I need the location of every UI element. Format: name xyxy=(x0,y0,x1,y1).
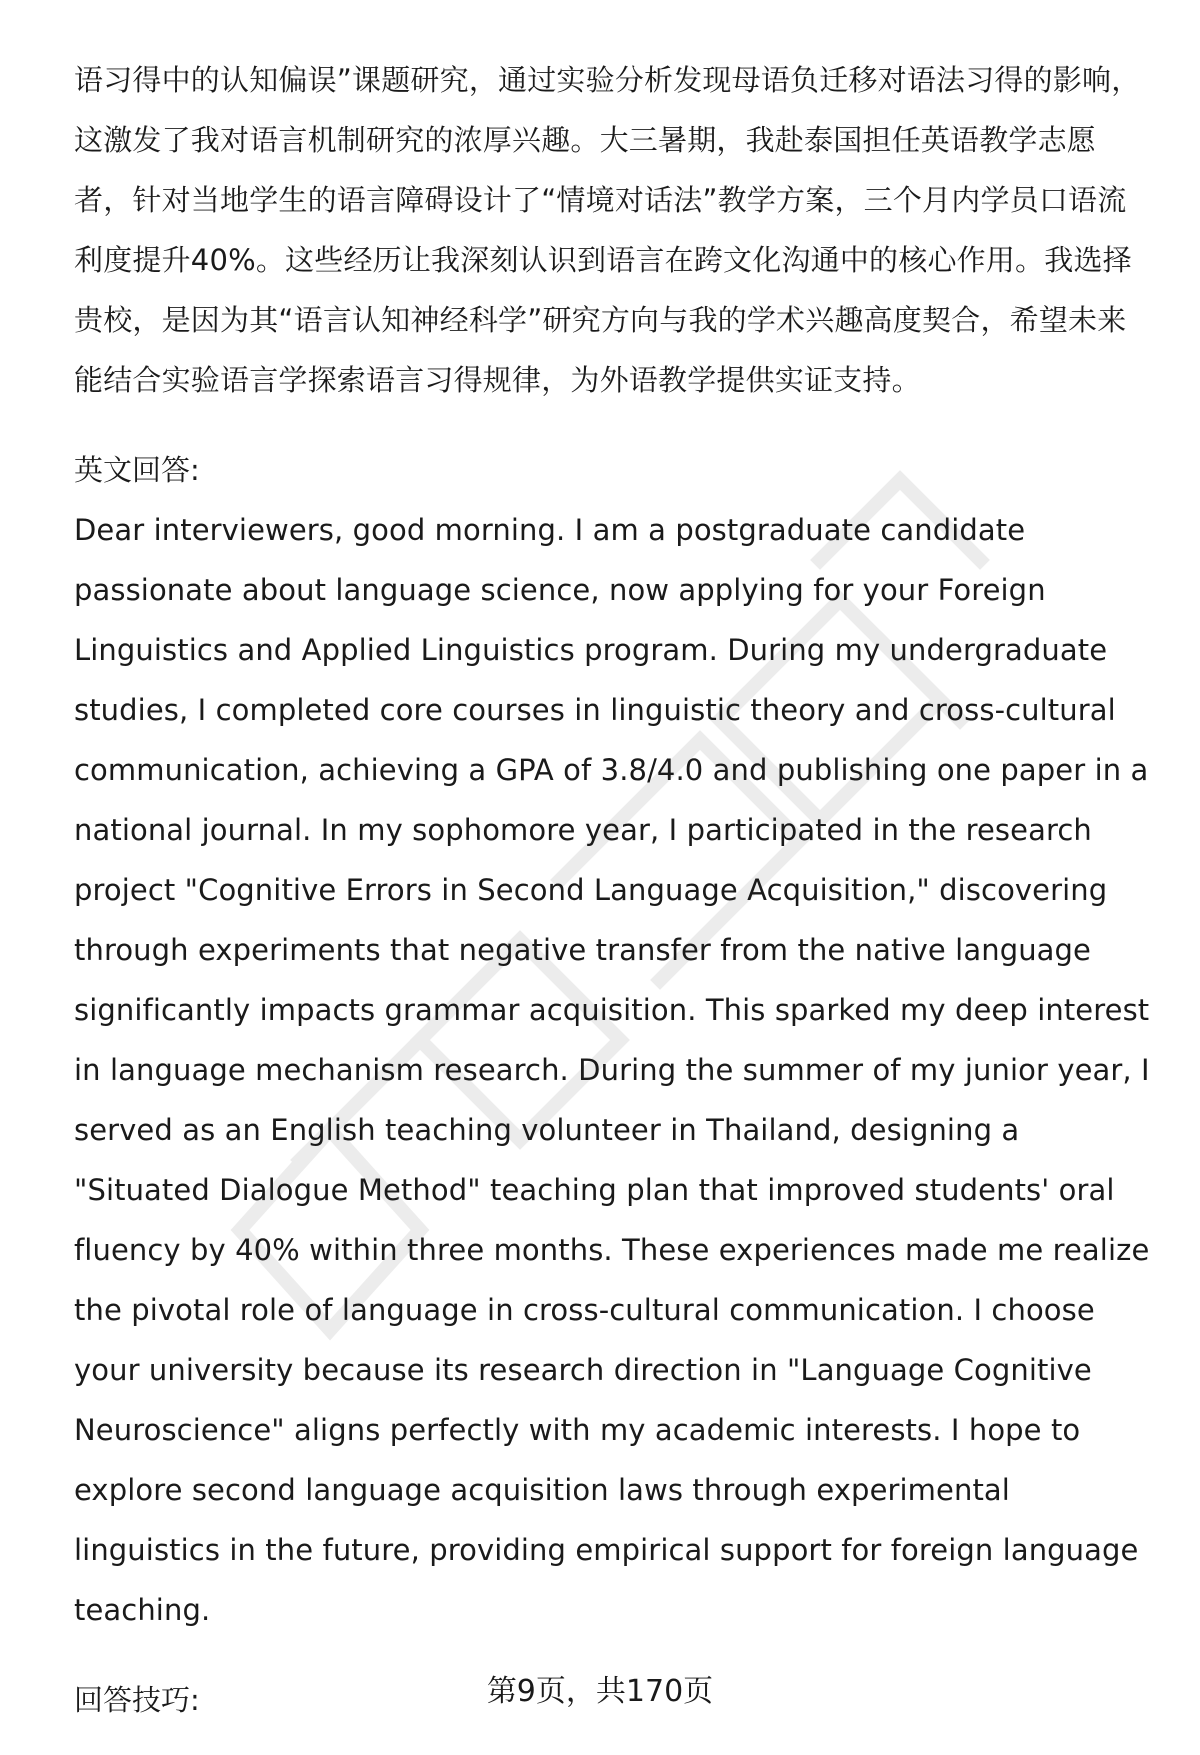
answer-tips-heading: 回答技巧: xyxy=(74,1683,200,1717)
english-answer-heading: 英文回答: xyxy=(74,453,200,487)
document-body xyxy=(74,50,1154,1730)
chinese-answer-paragraph: 语习得中的认知偏误”课题研究，通过实验分析发现母语负迁移对语法习得的影响，这激发了我对语言机制研究的浓厚兴趣。大三暑期，我赴泰国担任英语教学志愿者，针对当地学生的语言障碍设计了“情境对话法”教学方案，三个月内学员口语流利度提升40%。这些经历让我深刻认识到语言在跨文化沟通中的核心作用。我选择贵校，是因为其“语言认知神经科学”研究方向与我的学术兴趣高度契合，希望未来能结合实验语言学探索语言习得规律，为外语教学提供实证支持。 xyxy=(74,63,1141,397)
english-answer-paragraph: Dear interviewers, good morning. I am a postgraduate candidate passionate about language science, now applying for your Foreign Linguistics and Applied Linguistics program. During my undergraduate studies, I completed core courses in linguistic theory and cross-cultural communication, achieving a GPA of 3.8/4.0 and publishing one paper in a national journal. In my sophomore year, I participated in the research project "Cognitive Errors in Second Language Acquisition," discovering through experiments that negative transfer from the native language significantly impacts grammar acquisition. This sparked my deep interest in language mechanism research. During the summer of my junior year, I served as an English teaching volunteer in Thailand, designing a "Situated Dialogue Method" teaching plan that improved students' oral fluency by 40% within three months. These experiences made me realize the pivotal role of language in cross-cultural communication. I choose your university because its research direction in "Language Cognitive Neuroscience" aligns perfectly with my academic interests. I hope to explore second language acquisition laws through experimental linguistics in the future, providing empirical support for foreign language teaching. xyxy=(74,513,1150,1627)
page-number-footer: 第9页，共170页 xyxy=(486,1674,714,1709)
